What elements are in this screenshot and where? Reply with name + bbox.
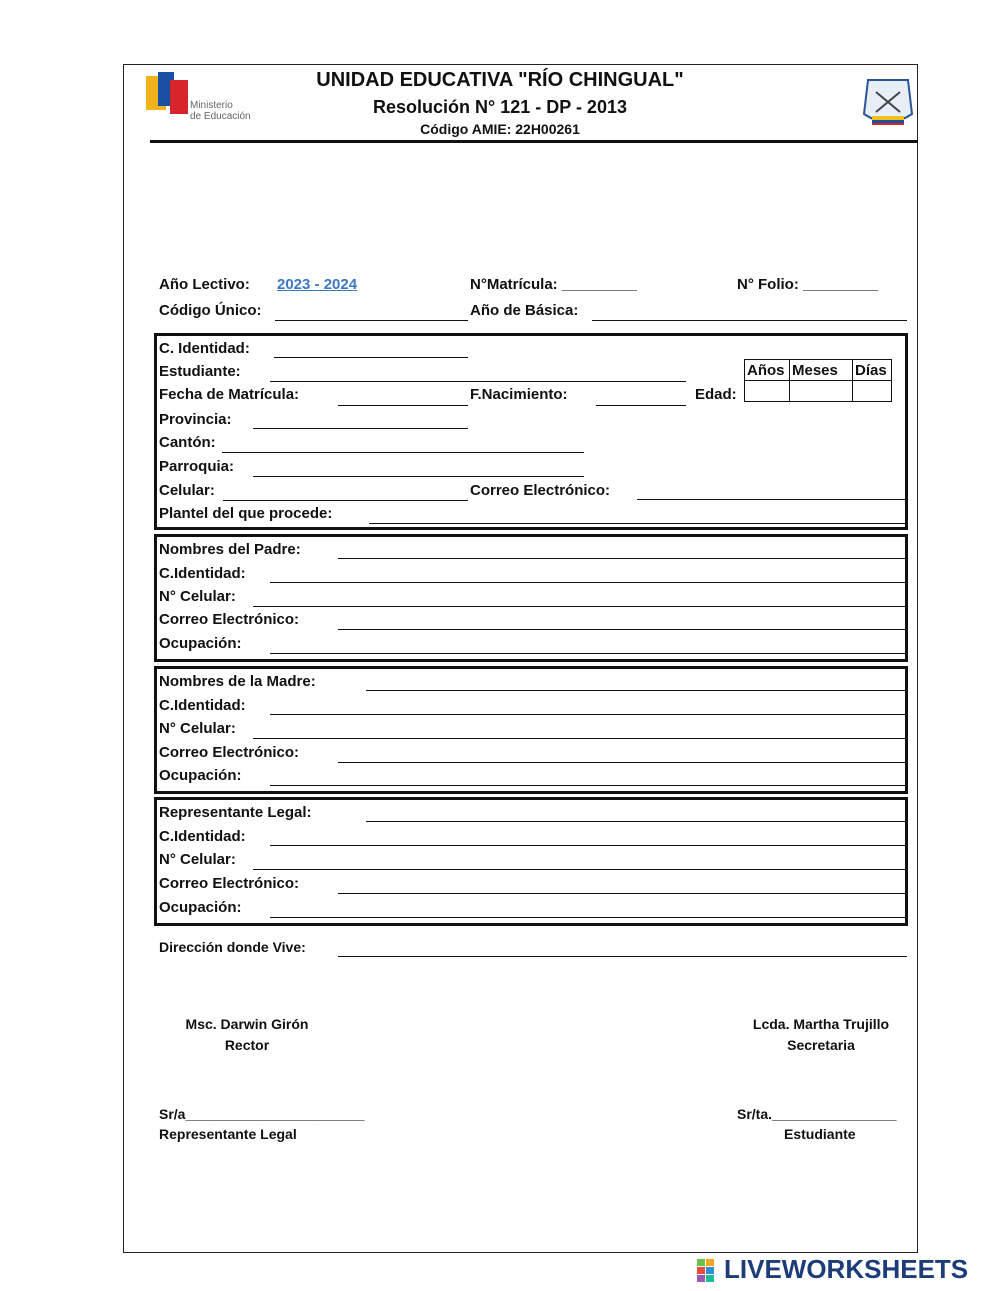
student-correo-field[interactable] — [637, 499, 907, 500]
age-days-cell[interactable] — [853, 381, 892, 402]
secretary-name: Lcda. Martha Trujillo — [752, 1016, 890, 1032]
age-days-header: Días — [853, 360, 892, 381]
provincia-field[interactable] — [253, 428, 468, 429]
madre-identidad-label: C.Identidad: — [159, 697, 246, 714]
rector-role: Rector — [224, 1037, 270, 1053]
madre-celular-label: N° Celular: — [159, 720, 236, 737]
student-name-field[interactable] — [270, 381, 686, 382]
padre-celular-field[interactable] — [253, 606, 907, 607]
plantel-field[interactable] — [369, 523, 907, 524]
header-rule — [150, 140, 918, 143]
madre-correo-label: Correo Electrónico: — [159, 744, 300, 761]
padre-ocupacion-label: Ocupación: — [159, 635, 242, 652]
nacimiento-field[interactable] — [596, 405, 686, 406]
student-correo-label: Correo Electrónico: — [470, 482, 611, 499]
liveworksheets-logo-icon — [697, 1259, 723, 1283]
rep-nombres-field[interactable] — [366, 821, 907, 822]
fecha-matricula-label: Fecha de Matrícula: — [159, 386, 300, 403]
madre-ocupacion-label: Ocupación: — [159, 767, 242, 784]
madre-ocupacion-field[interactable] — [270, 785, 907, 786]
student-signature-line[interactable]: Sr/ta.________________ — [737, 1106, 897, 1122]
madre-correo-field[interactable] — [338, 762, 907, 763]
padre-nombres-label: Nombres del Padre: — [159, 541, 301, 558]
rep-ocupacion-field[interactable] — [270, 917, 907, 918]
rep-nombres-label: Representante Legal: — [159, 804, 312, 821]
school-title: UNIDAD EDUCATIVA "RÍO CHINGUAL" — [316, 69, 684, 91]
parroquia-label: Parroquia: — [159, 458, 235, 475]
padre-correo-field[interactable] — [338, 629, 907, 630]
matricula-label: N°Matrícula: _________ — [470, 276, 637, 293]
amie-code: Código AMIE: 22H00261 — [420, 121, 580, 137]
age-months-header: Meses — [790, 360, 853, 381]
year-value[interactable]: 2023 - 2024 — [277, 276, 358, 293]
padre-identidad-label: C.Identidad: — [159, 565, 246, 582]
liveworksheets-watermark: LIVEWORKSHEETS — [724, 1254, 969, 1284]
rep-identidad-field[interactable] — [270, 845, 907, 846]
student-identidad-field[interactable] — [274, 357, 468, 358]
age-years-cell[interactable] — [745, 381, 790, 402]
padre-identidad-field[interactable] — [270, 582, 907, 583]
student-identidad-label: C. Identidad: — [159, 340, 250, 357]
nacimiento-label: F.Nacimiento: — [470, 386, 568, 403]
folio-label: N° Folio: _________ — [737, 276, 879, 293]
madre-celular-field[interactable] — [253, 738, 907, 739]
secretary-role: Secretaria — [787, 1037, 855, 1053]
student-name-label: Estudiante: — [159, 363, 241, 380]
ministry-logo-text: Ministerio de Educación — [190, 100, 251, 122]
plantel-label: Plantel del que procede: — [159, 505, 333, 522]
codigo-label: Código Único: — [159, 302, 262, 319]
madre-nombres-label: Nombres de la Madre: — [159, 673, 316, 690]
rep-identidad-label: C.Identidad: — [159, 828, 246, 845]
age-table — [744, 359, 892, 402]
direccion-label: Dirección donde Vive: — [159, 939, 306, 955]
fecha-matricula-field[interactable] — [338, 405, 468, 406]
student-signature-role: Estudiante — [784, 1126, 856, 1142]
age-months-cell[interactable] — [790, 381, 853, 402]
rep-signature-line[interactable]: Sr/a_______________________ — [159, 1106, 365, 1122]
rep-ocupacion-label: Ocupación: — [159, 899, 242, 916]
rector-name: Msc. Darwin Girón — [185, 1016, 309, 1032]
codigo-field[interactable] — [275, 320, 468, 321]
age-years-header: Años — [745, 360, 790, 381]
padre-correo-label: Correo Electrónico: — [159, 611, 300, 628]
rep-celular-field[interactable] — [253, 869, 907, 870]
celular-label: Celular: — [159, 482, 215, 499]
madre-nombres-field[interactable] — [366, 690, 907, 691]
rep-celular-label: N° Celular: — [159, 851, 236, 868]
direccion-field[interactable] — [338, 956, 907, 957]
basica-label: Año de Básica: — [470, 302, 579, 319]
parroquia-field[interactable] — [253, 476, 584, 477]
padre-celular-label: N° Celular: — [159, 588, 236, 605]
rep-signature-role: Representante Legal — [159, 1126, 297, 1142]
edad-label: Edad: — [695, 386, 737, 403]
canton-field[interactable] — [222, 452, 584, 453]
canton-label: Cantón: — [159, 434, 216, 451]
padre-nombres-field[interactable] — [338, 558, 907, 559]
padre-ocupacion-field[interactable] — [270, 653, 907, 654]
provincia-label: Provincia: — [159, 411, 232, 428]
rep-correo-field[interactable] — [338, 893, 907, 894]
madre-identidad-field[interactable] — [270, 714, 907, 715]
resolution-line: Resolución N° 121 - DP - 2013 — [373, 97, 627, 117]
celular-field[interactable] — [223, 500, 468, 501]
rep-correo-label: Correo Electrónico: — [159, 875, 300, 892]
year-label: Año Lectivo: — [159, 276, 250, 293]
basica-field[interactable] — [592, 320, 907, 321]
